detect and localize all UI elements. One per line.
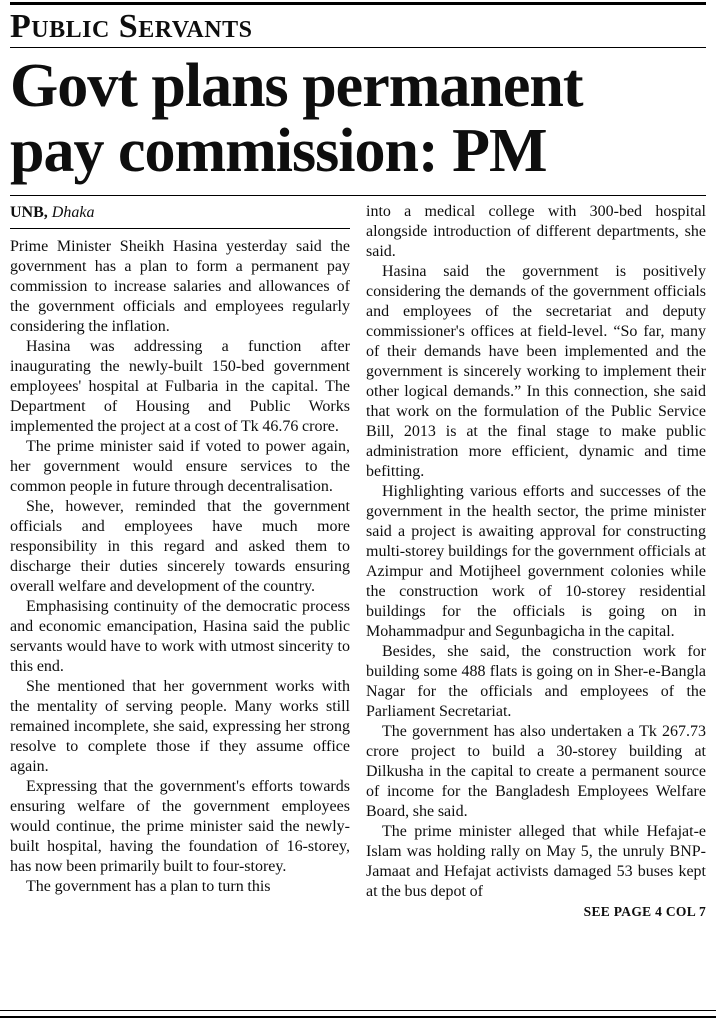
article-paragraph: The government has a plan to turn this	[26, 877, 271, 895]
headline-line: pay commission: PM	[10, 117, 547, 186]
column-2	[366, 202, 706, 922]
column-1	[10, 202, 350, 922]
article-paragraph: Hasina said the government is positively considering the demands of the government officials and employees of the secretariat and deputy commissioner's offices at field-level. “So far, many of their demands have been implemented and the government is sincerely working to implement their other logical demands.” In this connection, she said that work on the formulation of the Public Service Bill, 2013 is at the final stage to make public administration more efficient, dynamic and time befitting.	[366, 262, 706, 480]
article-paragraph: Besides, she said, the construction work for building some 488 flats is going on in Sher-e-Bangla Nagar for the officials and employees of the Parliament Secretariat.	[366, 642, 706, 720]
bottom-rule-2	[0, 1016, 716, 1018]
article-paragraph: Hasina was addressing a function after inaugurating the newly-built 150-bed government employees' hospital at Fulbaria in the capital. The Department of Housing and Public Works implemented the project at a cost of Tk 46.76 crore.	[10, 337, 350, 435]
article-paragraph: She mentioned that her government works with the mentality of serving people. Many works still remained incomplete, she said, expressing her strong resolve to complete those if they assume office again.	[10, 677, 350, 775]
article-paragraph: Emphasising continuity of the democratic process and economic emancipation, Hasina said the public servants would have to work with utmost sincerity to this end.	[10, 597, 350, 675]
section-kicker: Public Servants	[10, 8, 253, 45]
article-paragraph: The prime minister said if voted to power again, her government would ensure services to the common people in future through decentralisation.	[10, 437, 350, 495]
continuation-note: SEE PAGE 4 COL 7	[583, 903, 706, 919]
article-paragraph: into a medical college with 300-bed hospital alongside introduction of different departments, she said.	[366, 202, 706, 260]
article-paragraph: She, however, reminded that the government officials and employees have much more responsibility in this regard and asked them to discharge their duties sincerely towards ensuring overall welfare and development of the country.	[10, 497, 350, 595]
article-paragraph: The government has also undertaken a Tk 267.73 crore project to build a 30-storey building at Dilkusha in the capital to create a permanent source of income for the Bangladesh Employees Welfare Board, she said.	[366, 722, 706, 820]
headline-line: Govt plans permanent	[10, 52, 583, 121]
byline	[10, 202, 350, 226]
article-body	[10, 196, 706, 922]
article-paragraph: Prime Minister Sheikh Hasina yesterday said the government has a plan to form a permanent pay commission to increase salaries and allowances of the government officials and employees regularly considering the inflation.	[10, 237, 350, 335]
article-paragraph: Expressing that the government's efforts towards ensuring welfare of the government employees would continue, the prime minister said the newly-built hospital, having the foundation of 16-storey, has now been primarily built to four-storey.	[10, 777, 350, 875]
byline-rule	[10, 228, 350, 229]
article-paragraph: The prime minister alleged that while Hefajat-e Islam was holding rally on May 5, the unruly BNP-Jamaat and Hefajat activists damaged 53 buses kept at the bus depot of	[366, 822, 706, 900]
headline	[10, 48, 706, 194]
byline-location: Dhaka	[51, 203, 95, 221]
article-paragraph: Highlighting various efforts and successes of the government in the health sector, the prime minister said a project is awaiting approval for constructing multi-storey buildings for the government officials at Azimpur and Motijheel government colonies while the construction work of 10-storey residential buildings for the officials is going on in Mohammadpur and Segunbagicha in the capital.	[366, 482, 706, 640]
bottom-rules	[0, 1010, 716, 1018]
bottom-rule-1	[0, 1010, 716, 1011]
byline-agency: UNB,	[10, 203, 48, 221]
